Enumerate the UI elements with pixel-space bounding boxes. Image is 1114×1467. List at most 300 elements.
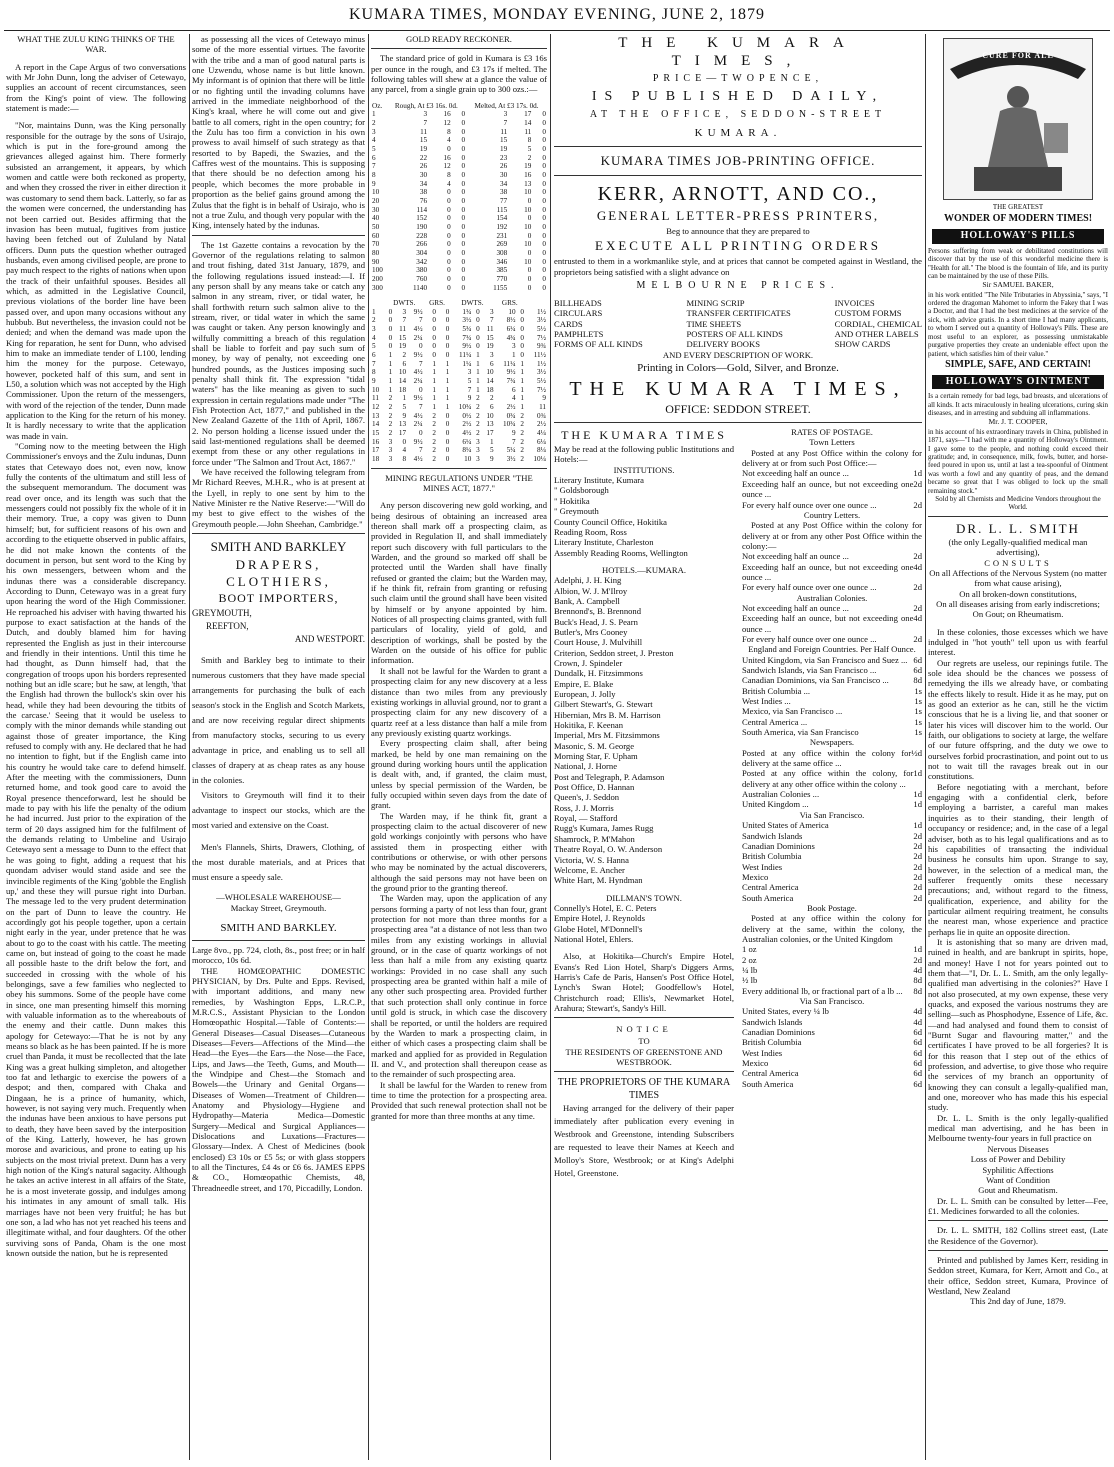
list-item: White Hart, M. Hyndman [554,875,643,886]
table-cell: 10 [372,188,380,197]
table-cell: 1 [432,385,436,394]
table-cell: 0 [520,307,524,316]
table-cell: 3 [476,437,480,446]
table-cell: 6¼ [506,325,516,334]
rates-row [742,686,922,696]
table-cell: 9½ [413,437,423,446]
table-cell: 9 [467,394,472,403]
table-cell: 0 [527,231,532,240]
table-row [371,136,547,145]
paper-title: THE KUMARA TIMES, [618,35,858,69]
table-cell: 0 [520,316,524,325]
reckoner-title: GOLD READY RECKONER. [406,34,512,44]
rates-value: 6d [913,654,922,665]
table-cell: 1¼ [462,359,472,368]
table-cell: 1140 [412,283,428,292]
table-cell: 0 [542,136,546,145]
table-cell: 5 [490,446,494,455]
table-cell: 0 [447,214,451,223]
job-office-title: KUMARA TIMES JOB-PRINTING OFFICE. [600,153,876,168]
consults-item: On all diseases arising from early indiscretions; [936,598,1100,609]
rates-label: Central America [742,1068,799,1079]
table-cell: 760 [416,274,428,283]
table-cell: 1 [372,110,376,119]
list-item: Assembly Reading Rooms, Wellington [554,547,688,558]
table-cell: 0 [542,257,546,266]
table-cell: 2 [432,429,436,437]
notice-body: Having arranged for the delivery of their paper immediately after publication every evening in Westbrook and Greenstone, intending Subscribers are requested to leave their Names at Keech and Molloy's Store, Westbrook; or at King's Adelphi Hotel, Greenstone. [554,1103,734,1179]
table-cell: 1 [432,403,436,412]
table-cell: 1 [445,368,450,377]
table-cell: 9¾ [537,342,546,351]
table-cell: 3½ [506,454,516,463]
reading-title: THE KUMARA TIMES [561,428,727,443]
rates-row [742,986,922,996]
rates-value: 6d [913,1037,922,1048]
service-item: POSTERS OF ALL KINDS [686,329,783,340]
divider [928,1220,1108,1221]
table-row [371,240,547,249]
table-cell: 0 [461,188,466,197]
table-cell: 0 [461,119,466,128]
table-cell: 6 [511,385,516,394]
table-cell: 0 [461,240,466,249]
imprint-date: This 2nd day of June, 1879. [970,1296,1066,1307]
table-row [371,154,547,163]
table-row [371,420,547,429]
rates-value: 2d [913,882,922,893]
consults-item: On all Affections of the Nervous System (no matter from what cause arising), [929,567,1107,589]
table-row [371,446,547,455]
list-item: Post Office, D. Hannan [554,782,635,793]
rates-title: RATES OF POSTAGE. [791,427,873,438]
rates-label: Sandwich Islands [742,830,803,841]
rates-row [742,1017,922,1027]
rates-label: United Kingdom, via San Francisco and Suez ... [742,654,908,665]
ad-line: AND WESTPORT. [294,634,365,645]
article-paragraph: Any person discovering new gold working, and being desirous of obtaining an increased area thereon shall mark off a prospecting claim, as provided in Regulation II, and shall immediately report such discovery with full particulars to the Warden, and the ground so marked off shall be protected until the Warden shall have finally refused or granted the claim; but the Warden may, if he think fit, refrain from granting or refusing such claim until the ground shall have been visited by himself or by anyone appointed by him. Notices of all prospecting claims granted, with full particulars of locality, yield of gold, and description of workings, shall be posted by the Warden on the outside of his office for public information. [371,500,547,666]
list-item: Reading Room, Ross [554,526,627,537]
table-cell: 7½ [537,333,546,342]
table-cell: 10 [486,411,494,420]
divider [554,422,922,423]
rates-value: 1d [913,799,922,810]
table-cell: 7 [423,119,428,128]
ad-line: REEFTON, [206,621,249,632]
divider [192,235,365,236]
rates-row [742,768,922,789]
table-cell: 12 [443,119,451,128]
ad-line: THE GREATEST [992,203,1044,211]
table-cell: 80 [372,248,380,257]
table-cell: 0 [388,333,393,342]
table-cell: 8 [372,170,376,179]
table-cell: 0 [432,351,436,360]
table-row [371,438,547,447]
table-cell: 0 [476,342,480,351]
table-cell: 385 [496,266,508,275]
table-cell: 0 [388,307,393,316]
rates-label: Central America ... [742,716,808,727]
table-cell: 14 [524,119,532,128]
table-cell: 5½ [537,377,546,386]
rates-row [742,882,922,892]
table-cell: 11 [372,394,379,403]
table-cell: 70 [372,240,380,249]
table-cell: 228 [416,231,428,240]
table-cell: 1 [520,385,524,394]
mining-title: MINING REGULATIONS UNDER "THE MINES ACT, 1877." [385,472,533,493]
sold-by: Sold by all Chemists and Medicine Vendors throughout the World. [935,495,1101,512]
table-cell: 0 [542,145,546,153]
table-cell: 0 [527,283,532,292]
table-row [371,223,547,232]
rates-row [742,799,922,809]
table-cell: 0 [520,333,524,342]
list-item: " Goldsborough [554,485,609,496]
table-cell: 9½ [462,342,472,351]
ad-signature: SMITH AND BARKLEY. [220,921,337,934]
table-cell: 1 [476,385,480,394]
table-cell: 60 [372,231,380,240]
table-cell: 10 [398,368,407,377]
table-cell: 1 [520,403,524,412]
article-headline: WHAT THE ZULU KING THINKS OF THE WAR. [17,34,175,55]
table-cell: 18 [372,454,380,463]
rates-list [742,603,922,644]
service-item: MINING SCRIP [686,298,745,309]
table-cell: 11¼ [459,351,472,360]
table-cell: 9½ [506,368,516,377]
print-colors: Printing in Colors—Gold, Silver, and Bronze. [637,362,839,375]
table-cell: 0 [542,274,546,283]
list-item: Buck's Head, J. S. Pearn [554,616,638,627]
service-item: CIRCULARS [554,308,603,319]
table-cell: 5 [527,145,532,153]
table-cell: 0 [447,222,451,231]
table-cell: 0 [419,342,423,351]
table-cell: 7¾ [506,377,516,386]
list-item: " Greymouth [554,506,599,517]
table-cell: 9½ [413,351,423,360]
table-cell: 1¾ [462,307,472,316]
imprint: Printed and published by James Kerr, residing in Seddon street, Kumara, for Kerr, Arnott and Co., at their office, Seddon street, Kumara, Province of Westland, New Zealand [928,1254,1108,1296]
table-cell: 0 [445,411,450,420]
rates-row [742,862,922,872]
table-cell: 1 [445,403,450,412]
table-row [371,325,547,334]
rates-value: 2d [913,892,922,903]
table-cell: 9½ [413,307,423,316]
table-cell: 152 [416,214,428,223]
table-cell: 1 [476,377,480,386]
table-cell: 0 [542,196,546,205]
table-cell: 11 [420,127,428,136]
rates-value: 4d [913,1016,922,1027]
rates-value: 1s [914,685,922,696]
table-cell: 2 [520,420,524,429]
doctor-address: Dr. L. L. SMITH, 182 Collins street east, (Late the Residence of the Governor). [928,1225,1108,1246]
table-cell: 7½ [537,385,546,394]
rates-intro: Posted at any Post Office within the colony for delivery at or from any other Post Office within the colony:— [742,520,922,551]
table-cell: 0 [542,119,546,128]
table-cell: 231 [496,231,508,240]
rates-row [742,975,922,985]
table-cell: 17 [398,429,407,437]
table-cell: 34 [419,179,428,188]
table-cell: 0 [461,266,466,275]
rates-label: British Columbia [742,851,802,862]
rates-row [742,1027,922,1037]
table-cell: 0 [447,266,451,275]
service-item: FORMS OF ALL KINDS [554,339,643,350]
table-cell: 380 [416,266,428,275]
table-cell: 2 [432,420,436,429]
rates-row [742,717,922,727]
rates-label: West Indies [742,1047,783,1058]
table-cell: 0 [542,266,546,275]
section-heading: INSTITUTIONS. [613,464,675,475]
rates-label: United Kingdom ... [742,799,809,810]
table-cell: 0 [476,325,480,334]
ad-body: Visitors to Greymouth will find it to their advantage to inspect our stocks, which are the most varied and extensive on the Coast. [192,790,365,831]
table-cell: 19 [524,162,532,171]
cure-for-all-motto: CURE FOR ALL [982,51,1054,60]
table-cell: 0 [461,248,466,257]
table-cell: 2 [476,403,480,412]
rates-value: 1s [914,716,922,727]
rates-value: 8d [913,985,922,996]
table-cell: 4 [372,333,376,342]
table-cell: 11 [399,325,407,334]
rates-row [742,675,922,685]
table-cell: 0¾ [537,411,546,420]
ad-headline: WONDER OF MODERN TIMES! [943,213,1093,225]
column-advertisements [554,34,922,1180]
rates-heading: Newspapers. [809,737,855,748]
table-cell: 0 [461,162,466,171]
table-cell: 4½ [413,411,423,420]
article-paragraph: "Coming now to the meeting between the High Commissioner's envoys and the Zulu indunas, Dunn states that Cetewayo does not, even now, know fully the contents of the ultimatum and still less of the subsequent memorandum. The document was read over once, and its length was such that the messengers could not possibly fix the whole of it in their memory. True, a copy was given to Dunn himself; but, for sufficient reasons of his own and according to the etiquette observed in public affairs, he did not make known the contents of the document in person, but sent word to the King by his own messengers, between whom and the indunas there was a considerable discrepancy. According to Dunn, Cetewayo was in a great fury upon hearing the word of the High Commissioner. He reproached his adviser with having thwarted his purpose to exact satisfaction at the hands of the Dutch, and doubly blamed him for having represented the English as just in their intercourse and friendly in their intentions. Until this time he had thought, as Dunn himself had, that the congregation of troops upon his borders represented nothing but an idle scare; but he saw, at length, 'that the English had thrown the bullock's skin over his head, while they had been devouring the titbits of the carcase.' Seeing that it would be useless to comply with the minor demands while standing out against those of greater importance, the King refused to comply with any. He declared that he had no intention to fight, but if the English came into his country he would take care to defend himself. After the meeting with the commissioners, Dunn returned home, and took good care to avoid the Royal presence thenceforward, lest he should be made to pay with his life the penalty of the odium he had incurred. Just prior to the expiration of the term of 20 days assigned him for the fulfilment of the demands relating to Umbeline and Usirajo Cetewayo sent a message to Dunn to the effect that he was going to fight, adding a request that his quondam adviser would stand aside and see the invincible regiments of the King 'gobble the English up,' and these they will pursue right into Durban. The message led to the very prudent determination on the part of Dunn to leave the country. He accordingly got his people together, upon a certain night early in the year, under pretence that he was about to go to the coast with his cattle. The meeting came on, but instead of going to the coast he made all possible haste to the drift below the fort, and succeeded in crossing with the whole of his belongings, save a few families who neglected to obey his summons. Some of the people have come in since, one man presenting himself this morning with valuable information as to the whereabouts of the enemy and their cattle. Dunn makes this apology for Cetewayo:—That he is not by any means so black as he has been painted. If he is more cruel than Panda, it must be recollected that the late King was a great hulking simpleton, and altogether too fat and lethargic to exercise the powers of a despot; and then, compared with Chaka and Dingaan, he is a prince of humanity, which, however, is not saying very much. Frequently when the indunas have been anxious to have persons put to death, they have been saved by the interposition of the King. Latterly, however, he has grown morose and avaricious, and prone to eating up his subjects on the most trivial pretext. Dunn has a very high notion of the King's natural sagacity. Although he takes an active interest in all affairs of the State, he is a most inveterate gossip, and indulges among his intimates in any amount of small talk. His marriages have not been very fruitful; he has but one son, a lad who has not yet reached his teens and illegitimate withal, and four daughters. Of the other surviving sons of Panda, Oham is the one most known outside the nation, but he is represented [6,441,186,1258]
table-cell: 18 [398,385,407,394]
service-item: CUSTOM FORMS [834,308,902,319]
table-cell: 0 [461,205,466,214]
table-cell: 1 [432,394,436,403]
column-divider [550,34,551,1460]
table-cell: 0 [445,420,450,429]
table-cell: 9 [372,179,376,188]
consults-item: On Gout; on Rheumatism. [972,609,1064,620]
table-cell: 0 [447,248,451,257]
table-cell: 0 [445,351,450,360]
table-cell: 1 [445,377,450,386]
table-cell: 6¼ [462,437,472,446]
article-paragraph: Every prospecting claim shall, after being marked, be held by one man remaining on the ground during working hours until the application is dealt with, and, if granted, the claim must, unless by special permission of the Warden, be fully occupied within seven days from the date of grant. [371,738,547,811]
table-cell: 11 [500,127,508,136]
table-cell: 4¼ [537,429,546,437]
table-cell: 1 [520,359,524,368]
list-item: Connelly's Hotel, E. C. Peters [554,902,657,913]
table-cell: 9 [511,429,516,437]
table-cell: 1 [520,368,524,377]
article-paragraph: The Warden may, if he think fit, grant a prospecting claim to the actual discoverer of new gold workings conjointly with persons who have assisted them in prospecting either with contributions or otherwise, or with other persons who may be nominated by the actual discoverers, although the said persons may not have been on the ground prior to the granting thereof. [371,810,547,894]
table-cell: 8½ [506,316,516,325]
table-row [371,162,547,171]
table-cell: 0 [527,196,532,205]
rates-value: 2d [913,954,922,965]
table-cell: 4¾ [506,333,516,342]
list-item: Dundalk, H. Fitzsimmons [554,668,643,679]
table-cell: 0 [445,325,450,334]
table-cell: 0 [432,333,436,342]
table-cell: 3 [388,454,393,463]
table-cell: 2 [388,411,393,420]
table-cell: 1 [388,351,393,360]
rates-label: Sandwich Islands, via San Francisco ... [742,665,877,675]
firm-body: entrusted to them in a workmanlike style, and at prices that cannot be competed against in Westland, the proprietors being satisfied with a slight advance on [554,256,922,277]
list-item: Morning Star, F. Upham [554,751,638,762]
rates-list [742,944,922,985]
testimonial-name: Mr. J. T. COOPER, [988,417,1048,427]
holloway-illustration [943,38,1093,200]
rates-list [742,468,922,509]
table-cell: 2 [388,429,393,437]
table-cell: 0 [447,231,451,240]
table-cell: 77 [500,196,508,205]
ad-line: CLOTHIERS, [226,574,331,590]
table-cell: 0 [447,274,451,283]
divider [371,468,547,469]
list-item: European, J. Jolly [554,689,616,699]
rates-row [742,500,922,510]
table-cell: 0 [447,196,451,205]
table-cell: 300 [372,283,383,292]
table-cell: 1 [432,368,436,377]
column-reckoner [371,34,547,1121]
table-cell: 6 [402,359,407,368]
table-cell: 2 [432,437,436,446]
list-item: Crown, J. Spindeler [554,657,623,668]
list-item: Gilbert Stewart's, G. Stewart [554,699,653,710]
rates-label: Canadian Dominions [742,1027,815,1038]
rates-label: Not exceeding half an ounce ... [742,551,849,562]
table-cell: 16 [524,170,532,179]
table-cell: 4½ [413,454,423,463]
reading-intro: May be read at the following public Institutions and Hotels:— [554,444,734,465]
rates-row [742,696,922,706]
table-cell: 0 [445,437,450,446]
table-cell: 0 [542,283,546,292]
notice-to: TO [638,1036,650,1047]
table-cell: 114 [416,205,428,214]
doctor-name: DR. L. L. SMITH [956,520,1080,536]
table-row [371,284,547,293]
table-cell: 0 [461,145,466,153]
table-cell: 2 [372,316,376,325]
table-row [371,429,547,438]
table-cell: 7¾ [462,333,472,342]
rates-row [742,831,922,841]
table-cell: 2 [476,411,480,420]
rates-row [742,562,922,583]
rates-value: 4d [913,613,922,624]
service-item: TIME SHEETS [686,318,742,329]
pills-banner: HOLLOWAY'S PILLS [932,229,1104,243]
table-cell: 1 [388,368,393,377]
article-paragraph: "Nor, maintains Dunn, was the King personally responsible for the outrage by the sons of Usirajo, which is put in the fore-ground among the grievances alleged against him. There formerly subsisted an arrangement, it appears, by which women and cattle were both reckoned as property, and when they crossed the river in either direction it was customary to send them back. Latterly, so far as the women were concerned, the understanding has not been carried out. Besides affirming that the invasion has been mutual, fugitives from justice having been fetched out of Zululand by Natal officers. Dunn puts the question whether outraged husbands, even among civilised people, are prone to pay much respect to the rights of nations when upon the track of their unfaithful spouses. Besides all which, as admitted in the Legislative Council, previous violations of the border line have been passed over, and upon many occasions without any hubbub. But nevertheless, the invasion could not be denied; and when the demand was made upon the King for reparation, he sent for Dunn, who advised him to make an immediate tender of L100, lending him the money for the purpose. Cetewayo, however, pocketed half of this sum, and sent in L50, a solution which was not accepted by the High Commissioner. Upon the return of the messengers, with word of the rejection of the tender, Dunn made application to the King for the return of his money. It is hardly necessary to write that the application was made in vain. [6,120,186,441]
table-row [371,110,547,119]
table-row [371,360,547,369]
table-row [371,316,547,325]
rates-row [742,603,922,613]
table-cell: 0 [447,283,451,292]
table-cell: 115 [496,205,508,214]
table-row [371,394,547,403]
table-cell: 10¼ [533,454,546,463]
list-item: Queen's, J. Seddon [554,792,620,803]
rates-label: West Indies ... [742,696,791,707]
table-cell: 0 [542,153,546,162]
ad-body: Smith and Barkley beg to intimate to their numerous customers that they have made special arrangements for purchasing the bulk of each season's stock in the English and Scotch Markets, and are now receiving regular direct shipments from manufactory stocks, securing to us every advantage in price, and enabling us to sell all classes of drapery at as cheap rates as any house in the colonies. [192,655,365,786]
table-cell: 1½ [537,307,546,316]
table-cell: 7 [402,316,407,325]
rates-value: 2d [913,851,922,862]
doctor-qualifier: (the only Legally-qualified medical man advertising), [948,536,1088,558]
rates-row [742,706,922,716]
table-cell: 10 [486,368,494,377]
list-item: Syphilitic Affections [982,1164,1054,1175]
ad-headline: SIMPLE, SAFE, AND CERTAIN! [945,358,1091,370]
table-cell: 11¼ [503,359,516,368]
table-cell: 19 [486,342,494,351]
table-cell: 0 [461,196,466,205]
table-cell: 0 [419,385,423,394]
table-cell: 0 [476,307,480,316]
rates-value: 6d [913,1027,922,1038]
rates-row [742,551,922,561]
table-row [371,206,547,215]
table-cell: 1 [476,368,480,377]
list-item: Victoria, W. S. Hanna [554,854,629,865]
table-cell: 192 [496,222,508,231]
table-cell: 3 [388,446,393,455]
ad-body: Is a certain remedy for bad legs, bad breasts, and ulcerations of all kinds. It acts miraculously in healing ulcerations, curing skin diseases, and in arresting and subduing all inflammations. [928,392,1108,418]
table-header: DWTS. [393,299,416,308]
table-cell: 5 [467,377,472,386]
divider [371,48,547,49]
rates-label: Canadian Dominions, via San Francisco ... [742,675,889,686]
table-cell: 0 [520,325,524,334]
list-item: Post and Telegraph, P. Adamson [554,771,665,782]
table-cell: 0 [419,429,423,437]
table-cell: 0 [445,333,450,342]
seated-figure-icon [944,39,1092,199]
postage-rates [742,427,922,1089]
list-item: Hokitika, F. Keenan [554,720,624,731]
table-cell: 0 [542,214,546,223]
table-cell: 7 [372,162,376,171]
rates-label: United States, every ¼ lb [742,1006,829,1017]
kumara-times-title: THE KUMARA TIMES, [569,378,907,401]
list-item: " Hokitika [554,495,590,506]
rates-row [742,1079,922,1089]
table-cell: 19 [419,145,428,153]
divider [928,1250,1108,1251]
table-row [371,377,547,386]
table-cell: 3 [372,325,376,334]
rates-label: West Indies [742,861,783,872]
divider [192,940,365,941]
